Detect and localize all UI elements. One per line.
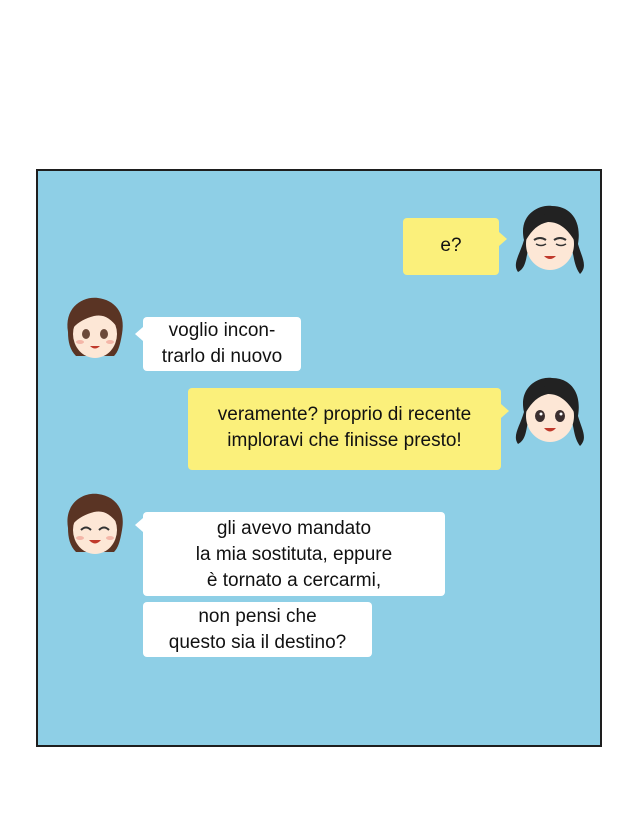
bubble-tail [501,404,509,418]
chat-bubble-2 [143,317,301,371]
message-line: e? [440,235,462,256]
message-line: imploravi che finisse presto! [227,430,462,451]
dark-haired-girl-avatar-icon [510,200,590,280]
chat-bubble-4 [143,512,445,596]
message-line: voglio incon- [168,320,276,341]
bubble-tail [135,518,143,532]
message-line: è tornato a cercarmi, [206,570,382,591]
message-line: veramente? proprio di recente [217,404,472,425]
dark-haired-girl-avatar-icon [510,372,590,452]
chat-bubble-3 [188,388,501,470]
bubble-tail [499,232,507,246]
message-line: trarlo di nuovo [161,346,283,367]
chat-bubble-1 [403,218,499,275]
brown-haired-girl-avatar-icon [58,292,132,366]
message-line: questo sia il destino? [168,632,347,653]
message-line: la mia sostituta, eppure [195,544,393,565]
chat-bubble-5 [143,602,372,657]
message-line: gli avevo mandato [216,518,372,539]
message-line: non pensi che [198,606,317,627]
bubble-tail [135,327,143,341]
brown-haired-girl-avatar-icon [58,488,132,562]
